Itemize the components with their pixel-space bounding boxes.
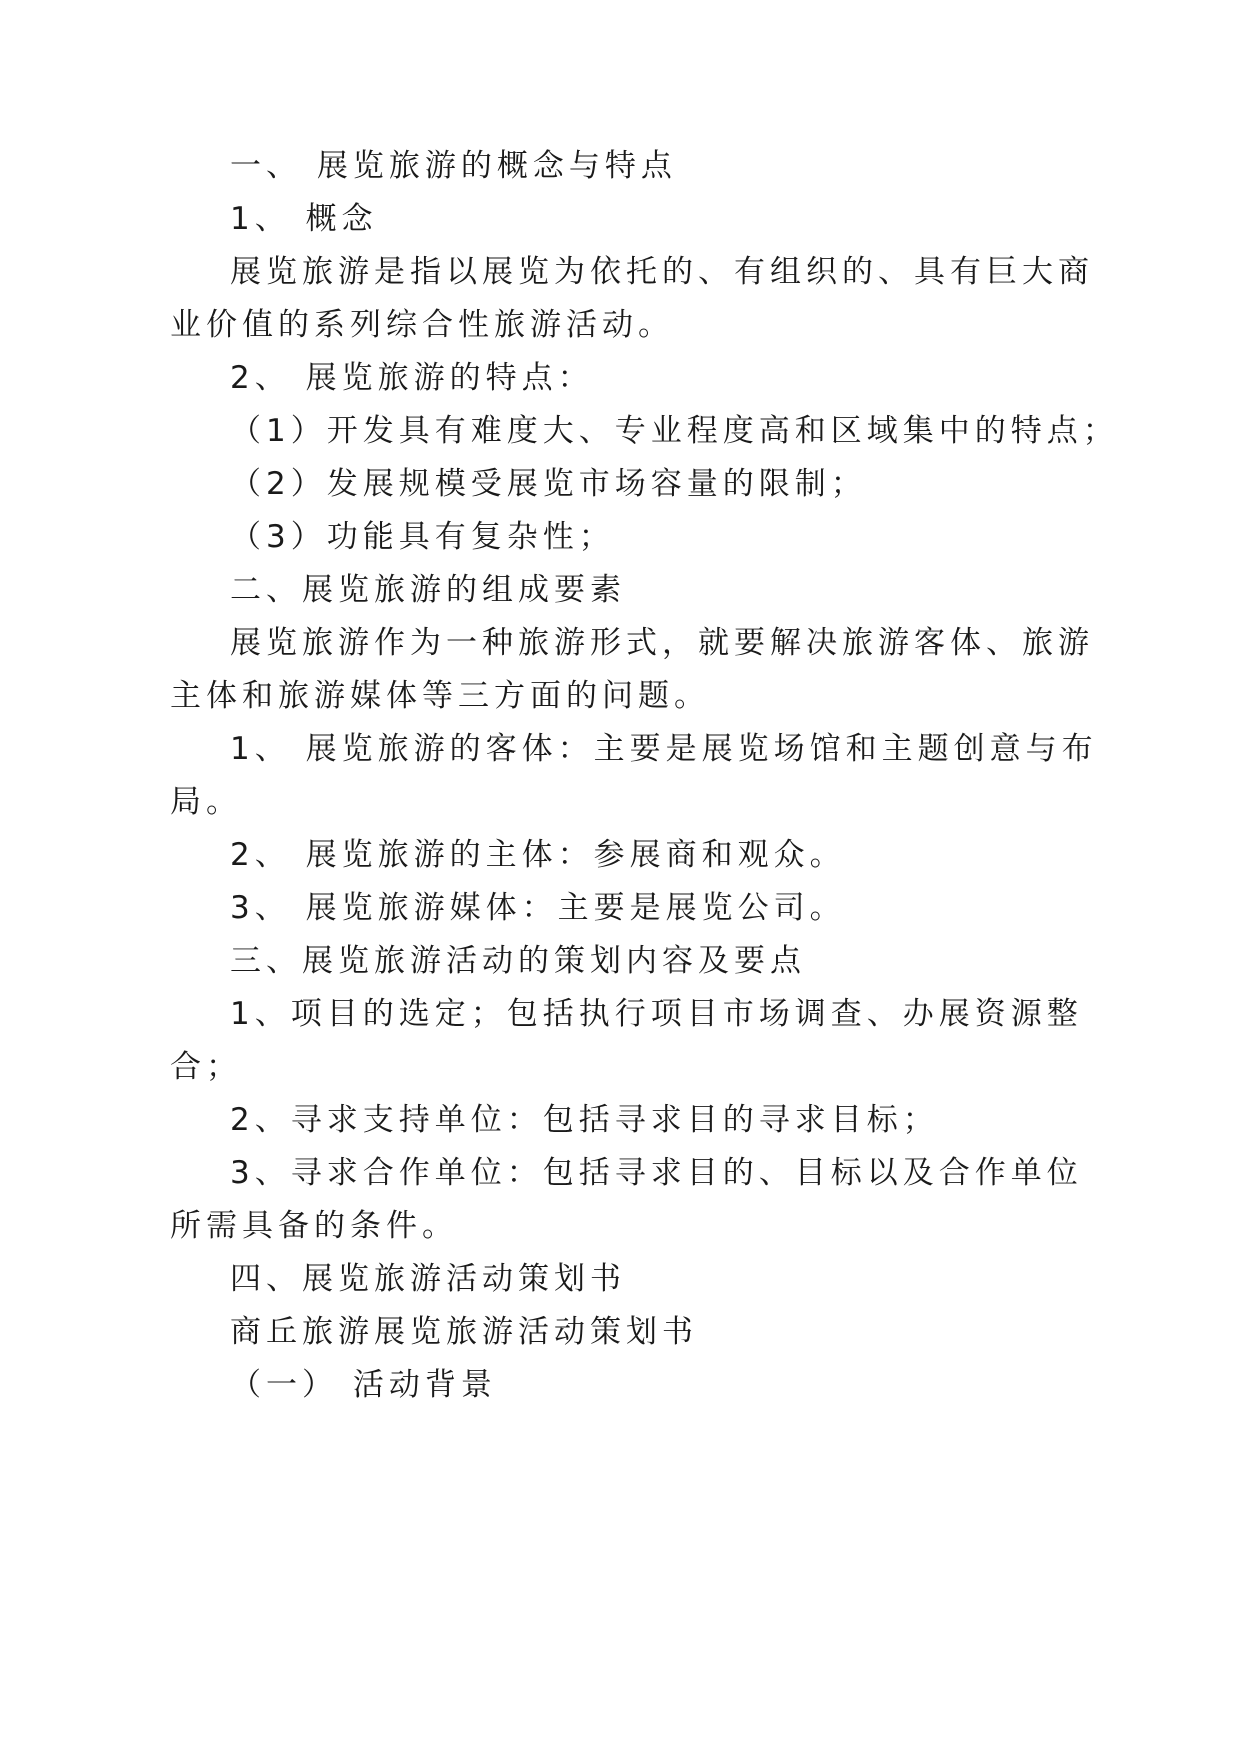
- heading-section-3: 三、展览旅游活动的策划内容及要点: [230, 943, 806, 979]
- heading-section-1: 一、 展览旅游的概念与特点: [230, 148, 677, 184]
- paragraph-line: 主体和旅游媒体等三方面的问题。: [170, 678, 710, 714]
- paragraph-line: 局。: [170, 784, 242, 820]
- paragraph-line: 展览旅游是指以展览为依托的、有组织的、具有巨大商: [230, 254, 1094, 290]
- heading-section-4: 四、展览旅游活动策划书: [230, 1261, 626, 1297]
- paragraph-line: 1、 展览旅游的客体：主要是展览场馆和主题创意与布: [230, 731, 1098, 767]
- plan-title: 商丘旅游展览旅游活动策划书: [230, 1314, 698, 1350]
- paragraph-line: 所需具备的条件。: [170, 1208, 458, 1244]
- list-item: （3）功能具有复杂性；: [230, 519, 615, 555]
- subheading-concept: 1、 概念: [230, 201, 378, 237]
- paragraph-line: 合；: [170, 1049, 242, 1085]
- heading-section-2: 二、展览旅游的组成要素: [230, 572, 626, 608]
- paragraph-line: 展览旅游作为一种旅游形式，就要解决旅游客体、旅游: [230, 625, 1094, 661]
- paragraph-line: 3、 展览旅游媒体：主要是展览公司。: [230, 890, 846, 926]
- paragraph-line: 2、 展览旅游的主体：参展商和观众。: [230, 837, 846, 873]
- paragraph-line: 2、寻求支持单位：包括寻求目的寻求目标；: [230, 1102, 939, 1138]
- paragraph-line: 3、寻求合作单位：包括寻求目的、目标以及合作单位: [230, 1155, 1083, 1191]
- subheading-background: （一） 活动背景: [230, 1367, 497, 1403]
- list-item: （2）发展规模受展览市场容量的限制；: [230, 466, 867, 502]
- paragraph-line: 1、项目的选定；包括执行项目市场调查、办展资源整: [230, 996, 1083, 1032]
- subheading-features: 2、 展览旅游的特点：: [230, 360, 594, 396]
- paragraph-line: 业价值的系列综合性旅游活动。: [170, 307, 674, 343]
- list-item: （1）开发具有难度大、专业程度高和区域集中的特点；: [230, 413, 1119, 449]
